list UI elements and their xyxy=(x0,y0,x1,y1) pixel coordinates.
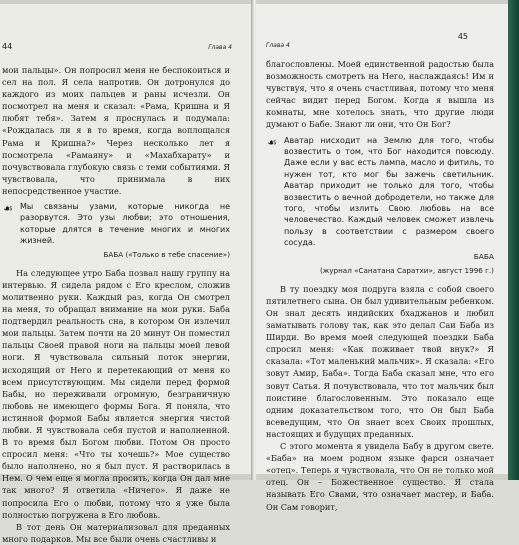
quote-block xyxy=(266,135,494,249)
paragraph: На следующее утро Баба позвал нашу группу на интервью. Я сидела рядом с Его креслом, сложив молитвенно руки. Каждый раз, когда Он смотрел на меня, то обращал внимание на мои руки. Баба подтвердил реальность сна, в котором Он излечил мои пальцы. Затем почти на 20 минут Он поместил пальцы Своей правой ноги на пальцы моей левой ноги. Я чувствовала сильный поток энергии, исходящий от Него и перетекающий от меня ко всем присутствующим. Мы сидели перед формой Бабы, но переживали огромную, безграничную любовь не имеющего формы Бога. Я поняла, что истинной формой Бабы является энергия чистой любви. Я чувствовала себя пустой и наполненной. В то время был Богом любви. Потом Он просто спросил меня: «Что ты хочешь?» Мое существо было наполнено, но я был пуст. Я растворилась в Нем. О чем еще я могла просить, когда Он дал мне так много? Я ответила «Ничего». Я даже не попросила Его о любви, потому что я уже была полностью погружена в Его любовь. xyxy=(2,267,230,520)
page-number-left: 44 xyxy=(2,42,13,51)
paragraph: С этого момента я увидела Бабу в другом свете. «Баба» на моем родном языке фарси означает «отец». Теперь я чувствовала, что Он не только мой отец. Он – Божественное существо. Я стала называть Его Свами, что означает мастер, и Баба. Он Сам говорит, xyxy=(266,441,494,512)
hands-glyph-icon: ☙ xyxy=(267,135,277,149)
paragraph: мои пальцы». Он попросил меня не беспокоиться и сел на пол. Я села напротив. Он дотронулся до каждого из моих пальцев и раны исчезли. Он посмотрел на меня и сказал: «Рама, Кришна и Я любят тебя». Затем я проснулась и подумала: «Рождалась ли я в то время, когда воплощался Рама и Кришна?» Через несколько лет я посмотрела «Рамаяну» и «Махабхарату» и почувствовала глубокую связь с теми событиями. Я чувствовала, что принимала в них непосредственное участие. xyxy=(2,65,230,196)
quote-attribution-source: (журнал «Санатана Саратхи», август 1996 г.) xyxy=(320,265,494,275)
paragraph: В ту поездку моя подруга взяла с собой своего пятилетнего сына. Он был удивительным ребенком. Он знал десять индийских бхаджанов и любил заматывать голову так, как это делал Саи Баба из Ширди. Во время моей следующей поездки Баба спросил меня: «Как поживает твой внук?» Я сказала: «Тот маленький мальчик». Я сказала: «Его зовут Амир, Баба». Тогда Баба сказал мне, что его зовут Сатья. Я почувствовала, что тот мальчик был поистине благословенным. Это показало еще одним доказательством того, что Он был Баба всеведущим, что Он знает всех Своих прошлых, настоящих и будущих преданных. xyxy=(266,283,494,439)
running-head-right: Глава 4 xyxy=(266,42,290,49)
quote-attribution-name: БАБА xyxy=(473,251,494,261)
page-number-right: 45 xyxy=(457,32,468,41)
book-cover-edge xyxy=(508,0,519,480)
running-head-left: Глава 4 xyxy=(208,44,232,51)
quote-text: Мы связаны узами, которые никогда не разорвутся. Это узы любви; это отношения, которые длятся в течение многих и многих жизней. xyxy=(20,202,230,246)
right-page xyxy=(256,4,508,512)
quote-attribution: БАБА («Только в тебе спасение») xyxy=(103,249,230,259)
right-page-header xyxy=(256,4,508,49)
right-page-text xyxy=(266,58,494,513)
left-page xyxy=(0,4,253,544)
paragraph: благословлены. Моей единственной радостью была возможность смотреть на Него, наслаждаясь! Им и чувствуя, что я очень счастливая, потому что меня сейчас видит перед Богом. Когда я вышла из комнаты, мне хотелось знать, что другие люди думают о Бабе. Знают ли они, что Он Бог? xyxy=(266,59,494,130)
quote-text: Аватар нисходит на Землю для того, чтобы возвестить о том, что Бог находится повсюду. Даже если у вас есть лампа, масло и фитиль, то нужен тот, кто мог бы зажечь светильник. Аватар приходит не только для того, чтобы возвестить о вечной добродетели, но также для того, чтобы излить Свою любовь на все человечество. Каждый человек сможет извлечь пользу в соответствии с размером своего сосуда. xyxy=(284,135,494,248)
quote-block xyxy=(2,201,230,247)
paragraph: В тот день Он материализовал для преданных много подарков. Мы все были очень счастливы и xyxy=(2,521,230,544)
left-page-text xyxy=(2,64,230,545)
left-page-header xyxy=(0,4,252,51)
hands-glyph-icon: ☙ xyxy=(3,202,13,216)
